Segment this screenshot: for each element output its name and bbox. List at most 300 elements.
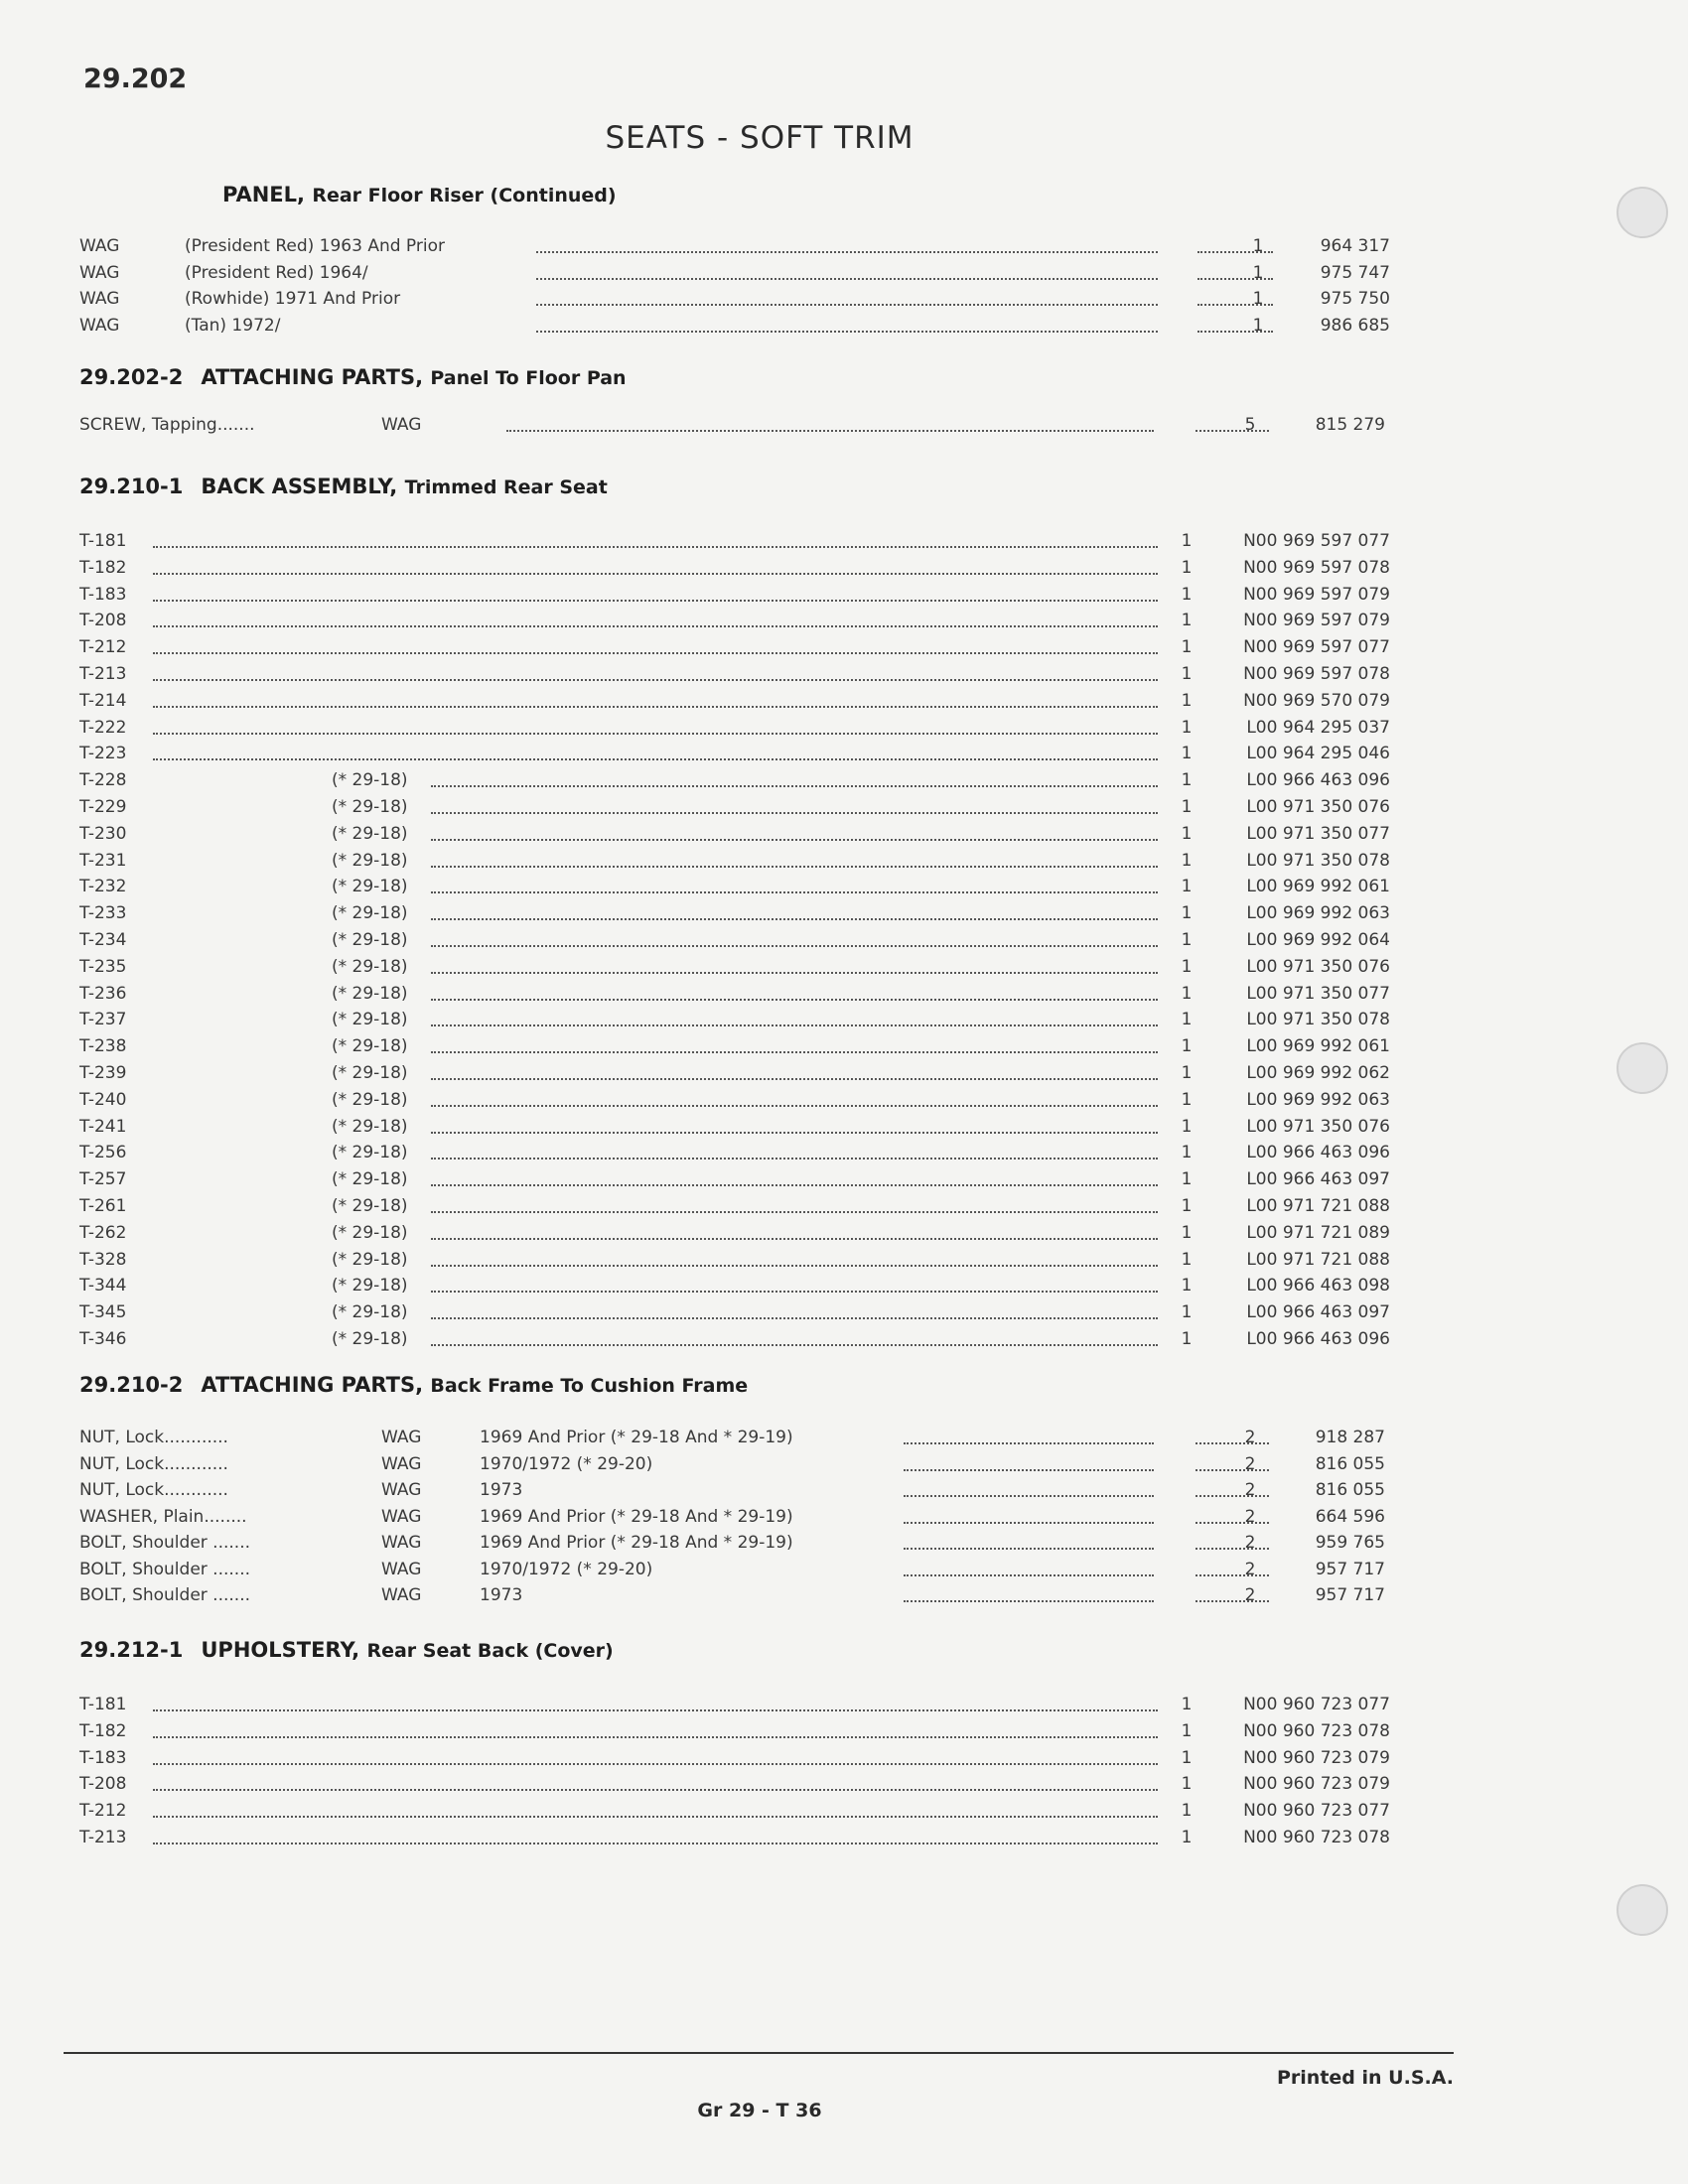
model-code: WAG (79, 289, 120, 309)
trim-code: T-345 (79, 1302, 127, 1323)
dot-leader (431, 1063, 1158, 1080)
trim-code: T-262 (79, 1222, 127, 1243)
part-number: L00 966 463 097 (1246, 1169, 1390, 1190)
quantity: 1 (1181, 930, 1193, 950)
quantity: 1 (1181, 1302, 1193, 1323)
section-title: ATTACHING PARTS, (201, 1373, 424, 1397)
quantity: 1 (1181, 717, 1193, 738)
dot-leader (431, 1010, 1158, 1026)
section-subtitle: Rear Floor Riser (Continued) (312, 185, 617, 206)
list-row (79, 1169, 1390, 1195)
dot-leader (153, 611, 1158, 627)
figure-reference: (* 29-18) (332, 1143, 408, 1163)
trim-code: T-344 (79, 1276, 127, 1297)
dot-leader (431, 851, 1158, 868)
list-row (79, 1721, 1390, 1747)
quantity: 1 (1181, 1222, 1193, 1243)
part-number: L00 971 350 078 (1246, 1010, 1390, 1030)
dot-leader (153, 1721, 1158, 1738)
quantity: 1 (1181, 531, 1193, 551)
quantity: 1 (1181, 823, 1193, 844)
quantity: 1 (1181, 1010, 1193, 1030)
quantity: 1 (1181, 1169, 1193, 1190)
dot-leader (431, 1302, 1158, 1319)
part-name: BOLT, Shoulder ....... (79, 1585, 251, 1605)
row-description: 1973 (480, 1585, 523, 1605)
quantity: 2 (1244, 1428, 1256, 1447)
part-number: L00 971 350 077 (1246, 823, 1390, 844)
row-description: 1969 And Prior (* 29-18 And * 29-19) (480, 1428, 793, 1447)
dot-leader (904, 1507, 1154, 1524)
list-row (79, 1143, 1390, 1168)
list-row (79, 1090, 1390, 1116)
figure-reference: (* 29-18) (332, 877, 408, 897)
part-number: L00 971 350 078 (1246, 850, 1390, 871)
list-row (79, 415, 1390, 441)
figure-reference: (* 29-18) (332, 850, 408, 871)
figure-reference: (* 29-18) (332, 1063, 408, 1083)
part-number: L00 969 992 063 (1246, 903, 1390, 924)
model-code: WAG (381, 1453, 422, 1474)
trim-code: T-239 (79, 1063, 127, 1083)
part-number: N00 969 597 079 (1243, 584, 1390, 605)
page-title: SEATS - SOFT TRIM (605, 120, 914, 156)
quantity: 2 (1244, 1480, 1256, 1500)
dot-leader (431, 1090, 1158, 1107)
dot-leader (153, 1695, 1158, 1711)
list-row (79, 611, 1390, 636)
quantity: 1 (1252, 236, 1264, 256)
dot-leader (153, 691, 1158, 708)
quantity: 1 (1181, 664, 1193, 684)
part-number: 816 055 (1315, 1480, 1385, 1500)
trim-code: T-181 (79, 531, 127, 551)
part-name: NUT, Lock............ (79, 1428, 228, 1447)
list-row (79, 718, 1390, 744)
model-code: WAG (79, 262, 120, 283)
quantity: 1 (1181, 584, 1193, 605)
dot-leader (506, 415, 1154, 432)
trim-code: T-236 (79, 983, 127, 1004)
list-row (79, 1428, 1390, 1453)
dot-leader (153, 664, 1158, 681)
list-row (79, 1774, 1390, 1800)
dot-leader (153, 637, 1158, 654)
part-number: 957 717 (1315, 1585, 1385, 1605)
quantity: 2 (1244, 1585, 1256, 1605)
quantity: 1 (1181, 690, 1193, 711)
part-number: L00 964 295 046 (1246, 744, 1390, 764)
section-subtitle: Back Frame To Cushion Frame (430, 1375, 749, 1397)
part-name: BOLT, Shoulder ....... (79, 1533, 251, 1553)
row-description: (Rowhide) 1971 And Prior (185, 289, 401, 309)
dot-leader (431, 957, 1158, 974)
quantity: 1 (1181, 1036, 1193, 1057)
list-row (79, 1223, 1390, 1249)
figure-reference: (* 29-18) (332, 956, 408, 977)
part-number: L00 969 992 063 (1246, 1089, 1390, 1110)
part-number: N00 969 597 077 (1243, 531, 1390, 551)
list-row (79, 1196, 1390, 1222)
list-row (79, 1585, 1390, 1611)
dot-leader (536, 289, 1158, 306)
row-description: (Tan) 1972/ (185, 315, 281, 336)
figure-reference: (* 29-18) (332, 1036, 408, 1057)
trim-code: T-212 (79, 637, 127, 658)
trim-code: T-229 (79, 797, 127, 817)
figure-reference: (* 29-18) (332, 930, 408, 950)
section-title: UPHOLSTERY, (201, 1638, 360, 1662)
list-row (79, 1302, 1390, 1328)
dot-leader (431, 1276, 1158, 1293)
dot-leader (431, 984, 1158, 1001)
row-description: 1970/1972 (* 29-20) (480, 1453, 653, 1474)
list-row (79, 903, 1390, 929)
trim-code: T-228 (79, 770, 127, 791)
list-row (79, 1063, 1390, 1089)
list-row (79, 558, 1390, 584)
dot-leader (536, 316, 1158, 333)
quantity: 1 (1181, 956, 1193, 977)
trim-code: T-183 (79, 1747, 127, 1768)
trim-code: T-346 (79, 1329, 127, 1349)
part-number: 815 279 (1315, 415, 1385, 435)
dot-leader (153, 585, 1158, 602)
dot-leader (431, 824, 1158, 841)
trim-code: T-181 (79, 1695, 127, 1714)
model-code: WAG (79, 315, 120, 336)
list-row (79, 1560, 1390, 1585)
section-heading (79, 475, 608, 498)
model-code: WAG (79, 236, 120, 256)
figure-reference: (* 29-18) (332, 1169, 408, 1190)
figure-reference: (* 29-18) (332, 1302, 408, 1323)
figure-reference: (* 29-18) (332, 983, 408, 1004)
trim-code: T-257 (79, 1169, 127, 1190)
part-number: L00 969 992 061 (1246, 877, 1390, 897)
trim-code: T-232 (79, 877, 127, 897)
dot-leader (904, 1585, 1154, 1602)
page-reference: Gr 29 - T 36 (697, 2100, 822, 2121)
part-number: 816 055 (1315, 1453, 1385, 1474)
list-row (79, 1276, 1390, 1301)
part-number: N00 969 597 079 (1243, 611, 1390, 631)
quantity: 1 (1181, 557, 1193, 578)
list-row (79, 691, 1390, 717)
trim-code: T-328 (79, 1249, 127, 1270)
quantity: 1 (1181, 1747, 1193, 1768)
quantity: 1 (1181, 1089, 1193, 1110)
list-row (79, 236, 1390, 262)
section-code: 29.202-2 (79, 365, 184, 389)
quantity: 2 (1244, 1453, 1256, 1474)
quantity: 1 (1181, 1116, 1193, 1137)
figure-reference: (* 29-18) (332, 903, 408, 924)
dot-leader (153, 1828, 1158, 1844)
list-row (79, 797, 1390, 823)
part-number: N00 969 570 079 (1243, 690, 1390, 711)
part-number: L00 971 350 077 (1246, 983, 1390, 1004)
part-number: L00 971 721 088 (1246, 1196, 1390, 1216)
dot-leader (904, 1560, 1154, 1576)
figure-reference: (* 29-18) (332, 1196, 408, 1216)
list-row (79, 1748, 1390, 1774)
trim-code: T-208 (79, 611, 127, 631)
list-row (79, 289, 1390, 315)
dot-leader (431, 1117, 1158, 1134)
dot-leader (536, 263, 1158, 280)
part-name: SCREW, Tapping....... (79, 415, 255, 435)
section-heading (222, 183, 617, 206)
quantity: 1 (1181, 637, 1193, 658)
quantity: 1 (1181, 903, 1193, 924)
row-description: 1969 And Prior (* 29-18 And * 29-19) (480, 1506, 793, 1527)
part-number: N00 960 723 079 (1243, 1747, 1390, 1768)
list-row (79, 851, 1390, 877)
dot-leader (904, 1428, 1154, 1444)
trim-code: T-238 (79, 1036, 127, 1057)
quantity: 1 (1252, 289, 1264, 309)
dot-leader (431, 1169, 1158, 1186)
list-row (79, 1480, 1390, 1506)
row-description: 1973 (480, 1480, 523, 1500)
part-number: N00 969 597 077 (1243, 637, 1390, 658)
dot-leader (153, 1801, 1158, 1818)
part-number: 975 747 (1320, 262, 1390, 283)
part-number: L00 971 350 076 (1246, 1116, 1390, 1137)
dot-leader (904, 1454, 1154, 1471)
dot-leader (431, 930, 1158, 947)
list-row (79, 531, 1390, 557)
part-number: 918 287 (1315, 1428, 1385, 1447)
quantity: 2 (1244, 1533, 1256, 1553)
part-number: L00 966 463 096 (1246, 1143, 1390, 1163)
list-row (79, 664, 1390, 690)
section-subtitle: Panel To Floor Pan (430, 367, 627, 389)
trim-code: T-212 (79, 1801, 127, 1822)
quantity: 1 (1181, 1801, 1193, 1822)
binder-hole-middle (1617, 1042, 1668, 1094)
dot-leader (431, 797, 1158, 814)
trim-code: T-223 (79, 744, 127, 764)
dot-leader (431, 1196, 1158, 1213)
figure-reference: (* 29-18) (332, 1116, 408, 1137)
part-number: N00 969 597 078 (1243, 557, 1390, 578)
row-description: 1969 And Prior (* 29-18 And * 29-19) (480, 1533, 793, 1553)
list-row (79, 930, 1390, 956)
section-code: 29.210-1 (79, 475, 184, 498)
part-number: L00 966 463 096 (1246, 1329, 1390, 1349)
page-number: 29.202 (83, 64, 188, 94)
dot-leader (153, 1774, 1158, 1791)
figure-reference: (* 29-18) (332, 1222, 408, 1243)
list-row (79, 1454, 1390, 1480)
row-description: 1970/1972 (* 29-20) (480, 1559, 653, 1579)
part-number: L00 964 295 037 (1246, 717, 1390, 738)
trim-code: T-182 (79, 557, 127, 578)
list-row (79, 316, 1390, 341)
part-number: N00 960 723 077 (1243, 1801, 1390, 1822)
dot-leader (431, 1143, 1158, 1160)
part-name: WASHER, Plain........ (79, 1506, 247, 1527)
list-row (79, 1695, 1390, 1720)
part-number: L00 971 350 076 (1246, 956, 1390, 977)
trim-code: T-241 (79, 1116, 127, 1137)
quantity: 1 (1181, 1695, 1193, 1714)
trim-code: T-183 (79, 584, 127, 605)
dot-leader (431, 1036, 1158, 1053)
part-number: L00 966 463 096 (1246, 770, 1390, 791)
model-code: WAG (381, 1480, 422, 1500)
footer-rule (64, 2052, 1454, 2054)
list-row (79, 585, 1390, 611)
trim-code: T-213 (79, 1828, 127, 1847)
figure-reference: (* 29-18) (332, 823, 408, 844)
list-row (79, 637, 1390, 663)
quantity: 1 (1252, 262, 1264, 283)
part-number: L00 971 721 088 (1246, 1249, 1390, 1270)
part-number: 959 765 (1315, 1533, 1385, 1553)
section-code: 29.210-2 (79, 1373, 184, 1397)
model-code: WAG (381, 415, 422, 435)
part-number: L00 971 350 076 (1246, 797, 1390, 817)
trim-code: T-235 (79, 956, 127, 977)
quantity: 1 (1181, 850, 1193, 871)
quantity: 1 (1181, 1276, 1193, 1297)
binder-hole-top (1617, 187, 1668, 238)
row-description: (President Red) 1963 And Prior (185, 236, 445, 256)
trim-code: T-261 (79, 1196, 127, 1216)
dot-leader (153, 744, 1158, 760)
trim-code: T-233 (79, 903, 127, 924)
model-code: WAG (381, 1533, 422, 1553)
quantity: 1 (1181, 1774, 1193, 1795)
dot-leader (431, 770, 1158, 787)
dot-leader (153, 531, 1158, 548)
trim-code: T-213 (79, 664, 127, 684)
list-row (79, 984, 1390, 1010)
part-number: L00 969 992 061 (1246, 1036, 1390, 1057)
section-title: PANEL, (222, 183, 305, 206)
model-code: WAG (381, 1585, 422, 1605)
dot-leader (153, 1748, 1158, 1765)
printed-in: Printed in U.S.A. (1277, 2067, 1454, 2089)
part-number: L00 969 992 064 (1246, 930, 1390, 950)
list-row (79, 1507, 1390, 1533)
part-number: 957 717 (1315, 1559, 1385, 1579)
trim-code: T-214 (79, 690, 127, 711)
part-number: N00 969 597 078 (1243, 664, 1390, 684)
section-title: ATTACHING PARTS, (201, 365, 424, 389)
trim-code: T-256 (79, 1143, 127, 1163)
section-code: 29.212-1 (79, 1638, 184, 1662)
model-code: WAG (381, 1428, 422, 1447)
dot-leader (431, 1250, 1158, 1267)
quantity: 1 (1181, 1828, 1193, 1847)
list-row (79, 744, 1390, 769)
quantity: 2 (1244, 1506, 1256, 1527)
trim-code: T-237 (79, 1010, 127, 1030)
figure-reference: (* 29-18) (332, 1010, 408, 1030)
list-row (79, 957, 1390, 983)
list-row (79, 1329, 1390, 1355)
trim-code: T-208 (79, 1774, 127, 1795)
figure-reference: (* 29-18) (332, 797, 408, 817)
list-row (79, 1117, 1390, 1143)
quantity: 1 (1181, 983, 1193, 1004)
trim-code: T-222 (79, 717, 127, 738)
dot-leader (431, 903, 1158, 920)
list-row (79, 1036, 1390, 1062)
dot-leader (431, 877, 1158, 893)
dot-leader (153, 718, 1158, 735)
part-number: N00 960 723 078 (1243, 1720, 1390, 1741)
part-name: NUT, Lock............ (79, 1453, 228, 1474)
model-code: WAG (381, 1506, 422, 1527)
list-row (79, 1828, 1390, 1853)
section-subtitle: Rear Seat Back (Cover) (366, 1640, 614, 1662)
figure-reference: (* 29-18) (332, 770, 408, 791)
part-number: N00 960 723 079 (1243, 1774, 1390, 1795)
quantity: 1 (1181, 1196, 1193, 1216)
quantity: 1 (1181, 797, 1193, 817)
quantity: 5 (1244, 415, 1256, 435)
part-number: L00 971 721 089 (1246, 1222, 1390, 1243)
section-heading (79, 365, 627, 389)
trim-code: T-231 (79, 850, 127, 871)
list-row (79, 1533, 1390, 1559)
part-number: N00 960 723 078 (1243, 1828, 1390, 1847)
quantity: 1 (1181, 770, 1193, 791)
figure-reference: (* 29-18) (332, 1089, 408, 1110)
section-heading (79, 1638, 614, 1662)
quantity: 2 (1244, 1559, 1256, 1579)
quantity: 1 (1252, 315, 1264, 336)
trim-code: T-234 (79, 930, 127, 950)
quantity: 1 (1181, 1249, 1193, 1270)
part-number: L00 966 463 098 (1246, 1276, 1390, 1297)
part-number: 964 317 (1320, 236, 1390, 256)
quantity: 1 (1181, 611, 1193, 631)
dot-leader (153, 558, 1158, 575)
trim-code: T-240 (79, 1089, 127, 1110)
quantity: 1 (1181, 877, 1193, 897)
figure-reference: (* 29-18) (332, 1329, 408, 1349)
binder-hole-bottom (1617, 1884, 1668, 1936)
trim-code: T-182 (79, 1720, 127, 1741)
list-row (79, 824, 1390, 850)
section-subtitle: Trimmed Rear Seat (404, 477, 608, 498)
dot-leader (431, 1223, 1158, 1240)
part-name: BOLT, Shoulder ....... (79, 1559, 251, 1579)
row-description: (President Red) 1964/ (185, 262, 368, 283)
part-number: 664 596 (1315, 1506, 1385, 1527)
dot-leader (904, 1480, 1154, 1497)
list-row (79, 877, 1390, 902)
figure-reference: (* 29-18) (332, 1276, 408, 1297)
part-number: 975 750 (1320, 289, 1390, 309)
model-code: WAG (381, 1559, 422, 1579)
quantity: 1 (1181, 1143, 1193, 1163)
dot-leader (904, 1533, 1154, 1550)
quantity: 1 (1181, 744, 1193, 764)
list-row (79, 1801, 1390, 1827)
list-row (79, 1010, 1390, 1035)
quantity: 1 (1181, 1720, 1193, 1741)
part-number: L00 966 463 097 (1246, 1302, 1390, 1323)
part-number: 986 685 (1320, 315, 1390, 336)
part-number: N00 960 723 077 (1243, 1695, 1390, 1714)
